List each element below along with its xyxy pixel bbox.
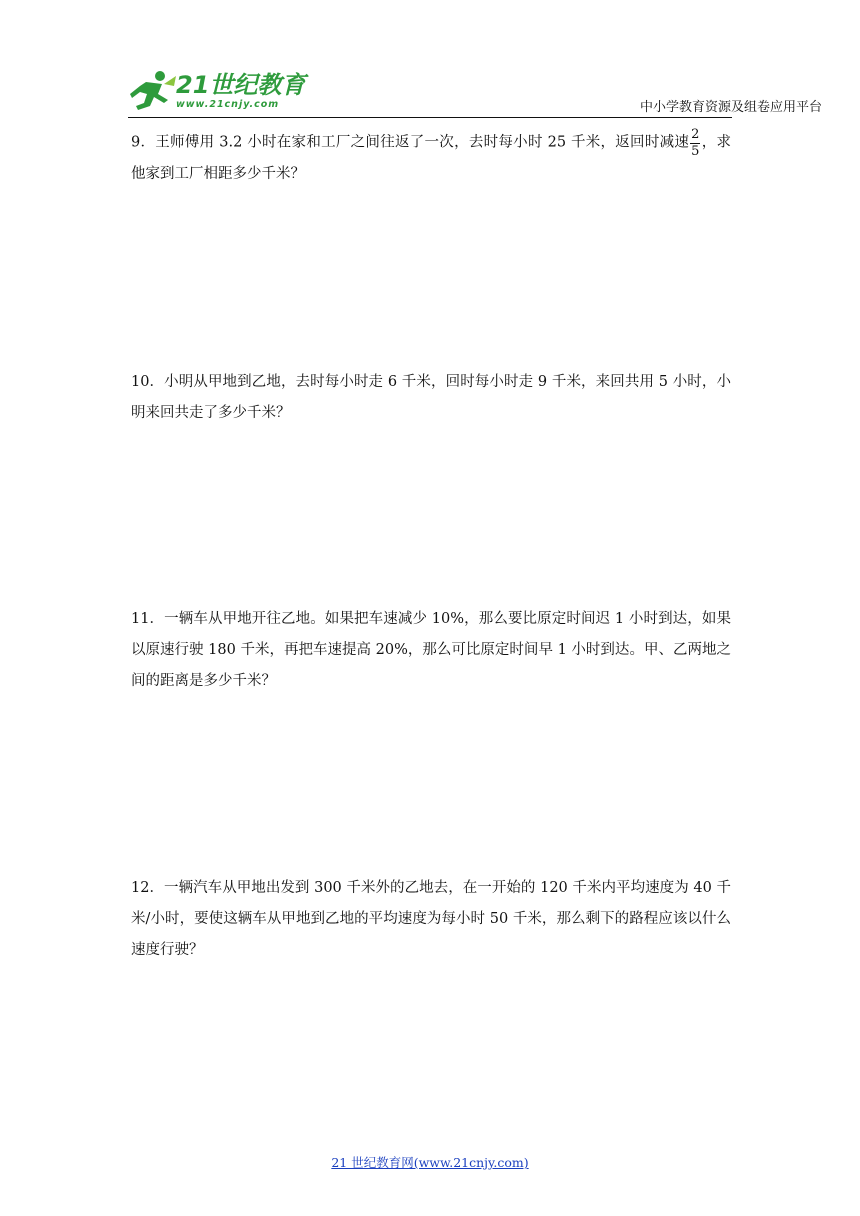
question-12-text: 12．一辆汽车从甲地出发到 300 千米外的乙地去，在一开始的 120 千米内平均速度为 40 千米/小时，要使这辆车从甲地到乙地的平均速度为每小时 50 千米，那么剩下的路程应该以什么速度行驶？ — [131, 880, 731, 958]
footer-link[interactable]: 21 世纪教育网(www.21cnjy.com) — [331, 1155, 529, 1170]
question-9 — [131, 126, 731, 190]
question-12 — [131, 873, 731, 966]
header-divider — [128, 117, 732, 118]
question-10 — [131, 367, 731, 429]
logo-text — [176, 70, 305, 100]
fraction — [690, 127, 700, 160]
fraction-numerator: 2 — [691, 127, 700, 142]
logo-text-value: 21世纪教育 — [176, 71, 306, 99]
runner-icon — [128, 70, 178, 114]
logo-subtext: www.21cnjy.com — [176, 99, 280, 110]
question-9-text-after: ，求他家到工厂相距多少千米？ — [131, 134, 732, 182]
site-logo[interactable] — [128, 70, 306, 114]
question-10-text: 10．小明从甲地到乙地，去时每小时走 6 千米，回时每小时走 9 千米，来回共用 5 小时，小明来回共走了多少千米？ — [131, 374, 731, 421]
platform-name: 中小学教育资源及组卷应用平台 — [639, 100, 822, 115]
question-9-text-before: 9．王师傅用 3.2 小时在家和工厂之间往返了一次，去时每小时 25 千米，返回时减速 — [131, 134, 690, 151]
fraction-denominator: 5 — [691, 144, 700, 159]
question-11-text: 11．一辆车从甲地开往乙地。如果把车速减少 10%，那么要比原定时间迟 1 小时到达，如果以原速行驶 180 千米，再把车速提高 20%，那么可比原定时间早 1 小时到达。甲、乙两地之间的距离是多少千米？ — [131, 611, 731, 689]
question-11 — [131, 604, 731, 697]
